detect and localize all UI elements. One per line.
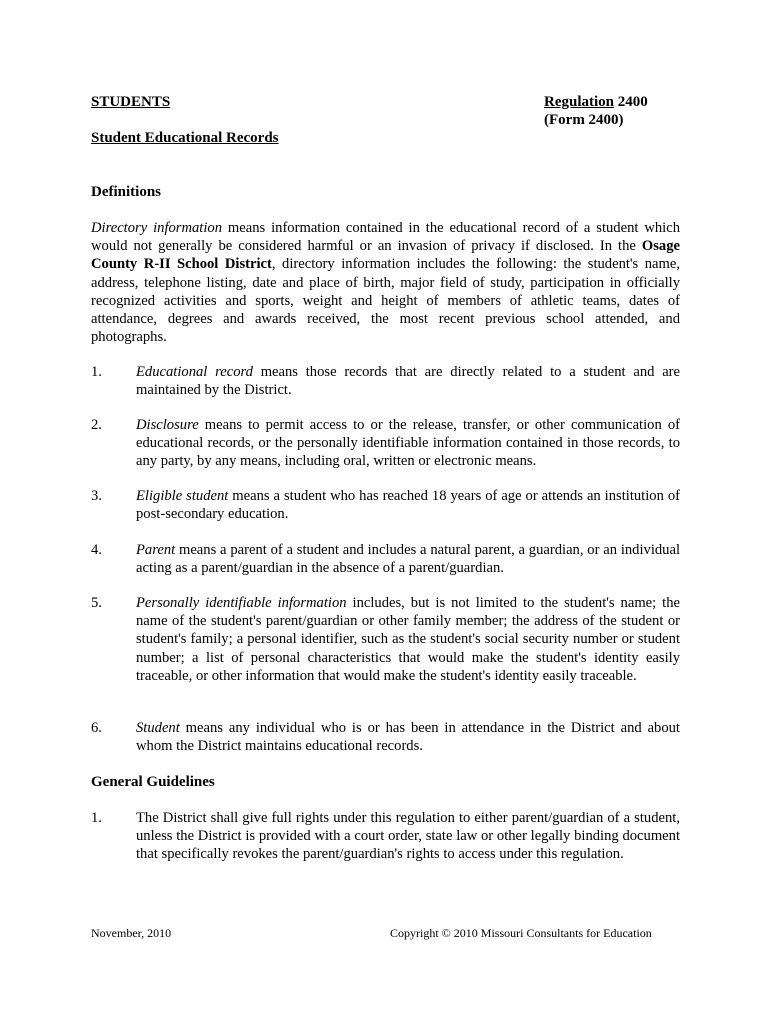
- regulation-number: 2400: [617, 94, 648, 110]
- page-title: Student Educational Records: [91, 130, 279, 146]
- item-number: 3.: [91, 488, 102, 504]
- directory-term: Directory information: [91, 220, 223, 236]
- directory-information-paragraph: [91, 219, 680, 346]
- document-page: [91, 0, 680, 1024]
- item-term: Disclosure: [136, 417, 199, 433]
- item-number: 1.: [91, 364, 102, 380]
- footer-date: November, 2010: [91, 926, 172, 940]
- item-term: Educational record: [136, 364, 253, 380]
- item-term: Student: [136, 720, 180, 736]
- definitions-heading: Definitions: [91, 184, 162, 200]
- item-number: 4.: [91, 542, 102, 558]
- general-guidelines-heading: General Guidelines: [91, 774, 215, 790]
- item-text: means those records that are directly related to a student and are maintained by the District.: [136, 364, 681, 399]
- item-term: Parent: [136, 542, 176, 558]
- item-text: means a parent of a student and includes a natural parent, a guardian, or an individual acting as a parent/guardian in the absence of a parent/guardian.: [136, 542, 680, 577]
- item-text: includes, but is not limited to the student's name; the name of the student's parent/guardian or other family member; the address of the student or student's family; a personal identifier, such as the student's social security number or student number; a list of personal characteristics that would make the student's identity easily traceable, or other information that would make the student's identity easily traceable.: [136, 595, 681, 684]
- item-text: means a student who has reached 18 years of age or attends an institution of post-secondary education.: [136, 488, 680, 523]
- definition-item: [91, 594, 680, 685]
- item-number: 5.: [91, 595, 102, 611]
- definition-item: [91, 541, 680, 577]
- item-text: means any individual who is or has been in attendance in the District and about whom the District maintains educational records.: [136, 720, 680, 755]
- item-text: means to permit access to or the release, transfer, or other communication of educational records, or the personally identifiable information contained in those records, to any party, by any means, including oral, written or electronic means.: [136, 417, 680, 470]
- item-term: Eligible student: [136, 488, 229, 504]
- item-number: 1.: [91, 810, 102, 826]
- section-label: STUDENTS: [91, 94, 171, 110]
- guideline-item: [91, 809, 680, 864]
- directory-text-a: means information contained in the educational record of a student which would not generally be considered harmful or an invasion of privacy if disclosed. In the: [91, 220, 680, 255]
- definition-item: [91, 363, 680, 399]
- item-text: The District shall give full rights under this regulation to either parent/guardian of a student, unless the District is provided with a court order, state law or other legally binding document that specifically revokes the parent/guardian's rights to access under this regulation.: [136, 810, 680, 863]
- item-number: 2.: [91, 417, 102, 433]
- footer-copyright: Copyright © 2010 Missouri Consultants for Education: [390, 926, 652, 940]
- definition-item: [91, 487, 680, 523]
- item-number: 6.: [91, 720, 102, 736]
- regulation-block: [544, 93, 648, 129]
- item-term: Personally identifiable information: [136, 595, 347, 611]
- definition-item: [91, 416, 680, 471]
- form-label: (Form 2400): [544, 112, 624, 128]
- definition-item: [91, 719, 680, 755]
- district-name: Osage County R-II School District: [91, 238, 680, 273]
- directory-text-b: , directory information includes the following: the student's name, address, telephone listing, date and place of birth, major field of study, participation in officially recognized activities and sports, weight and height of members of athletic teams, dates of attendance, degrees and awards received, the most recent previous school attended, and photographs.: [91, 256, 680, 346]
- regulation-label: Regulation: [544, 94, 615, 110]
